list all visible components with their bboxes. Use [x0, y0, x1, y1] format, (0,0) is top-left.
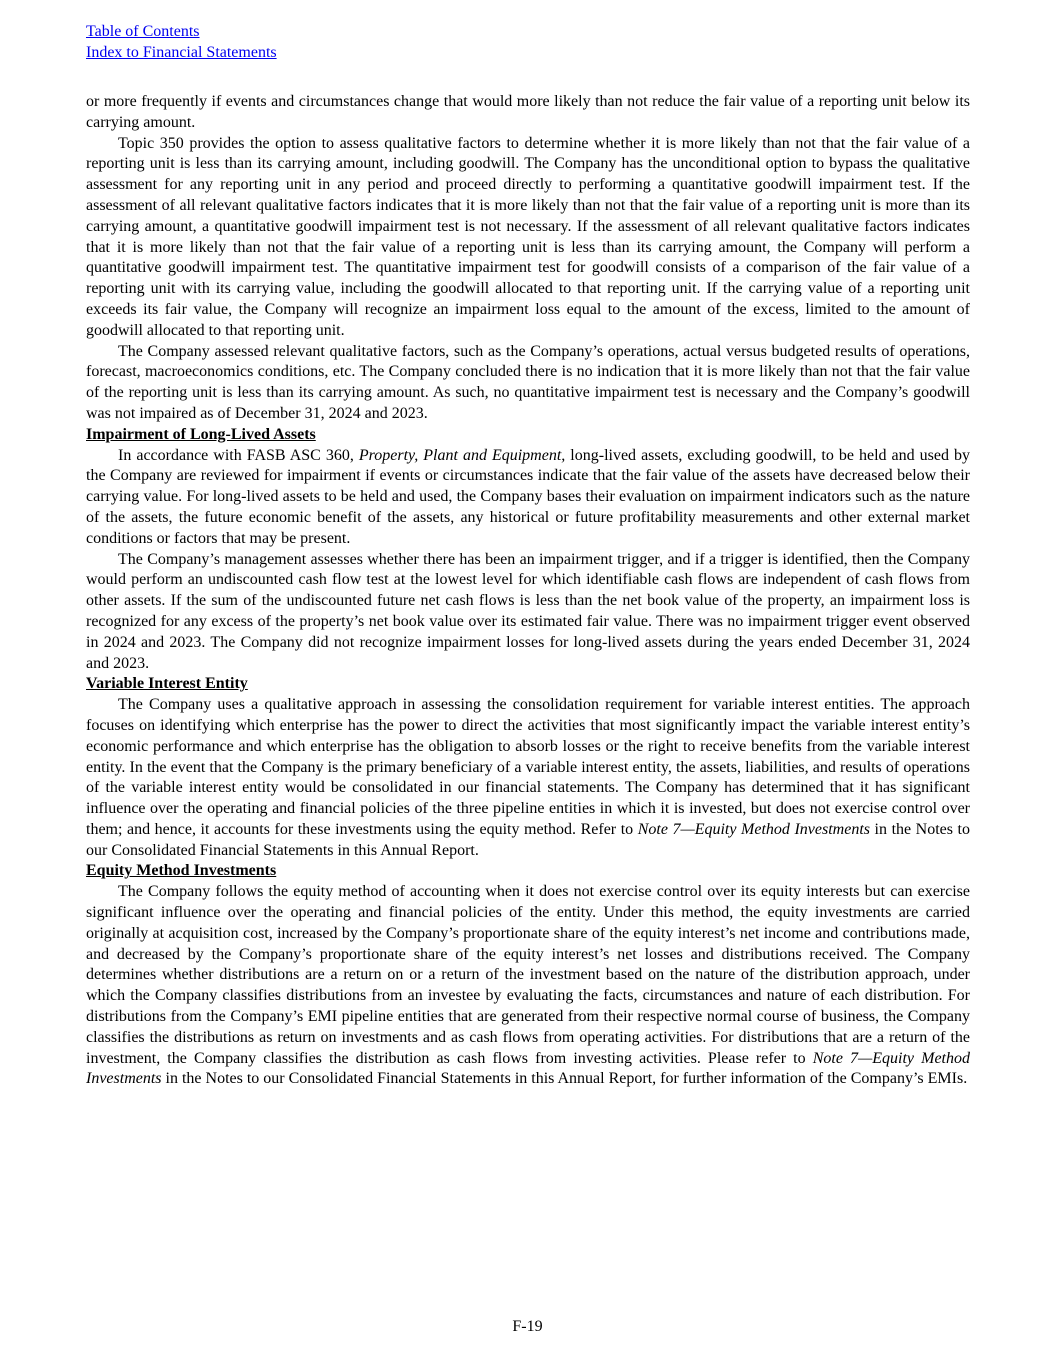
paragraph-equity-method-investments: The Company follows the equity method of accounting when it does not exercise control over its equity interests but can exercise significant influence over the operating and financial policies of the entity. Under this method, the equity investments are carried originally at acquisition cost, increased by the Company’s proportionate share of the equity interest’s net income and contributions made, and decreased by the Company’s proportionate share of the equity interest’s net losses and distributions received. The Company determines whether distributions are a return on or a return of the investment based on the nature of the distribution approach, under which the Company classifies distributions from an investee by evaluating the facts, circumstances and nature of each distribution. For distributions from the Company’s EMI pipeline entities that are generated from their respective normal course of business, the Company classifies the distributions as return on investments and as cash flows from operating activities. For distributions that are a return of the investment, the Company classifies the distribution as cash flows from investing activities. Please refer to Note 7—Equity Method Investments in the Notes to our Consolidated Financial Statements in this Annual Report, for further information of the Company’s EMIs. [86, 883, 970, 1088]
header-links [86, 21, 970, 63]
paragraph-variable-interest-entity: The Company uses a qualitative approach in assessing the consolidation requirement for variable interest entities. The approach focuses on identifying which enterprise has the power to direct the activities that most significantly impact the variable interest entity’s economic performance and which enterprise has the obligation to absorb losses or the right to receive benefits from the variable interest entity. In the event that the Company is the primary beneficiary of a variable interest entity, the assets, liabilities, and results of operations of the variable interest entity would be consolidated in our financial statements. The Company has determined that it has significant influence over the operating and financial policies of the three pipeline entities in which it is invested, but does not exercise control over them; and hence, it accounts for these investments using the equity method. Refer to Note 7—Equity Method Investments in the Notes to our Consolidated Financial Statements in this Annual Report. [86, 696, 971, 859]
document-body [86, 63, 970, 1090]
table-of-contents-link[interactable]: Table of Contents [86, 23, 200, 40]
page-footer [0, 1317, 1055, 1338]
header-link-row [86, 21, 970, 42]
header-link-row [86, 42, 970, 63]
heading-impairment-of-long-lived-assets: Impairment of Long-Lived Assets [86, 425, 316, 443]
heading-variable-interest-entity: Variable Interest Entity [86, 675, 248, 693]
paragraph-qualitative-assessment: The Company assessed relevant qualitative factors, such as the Company’s operations, actual versus budgeted results of operations, forecast, macroeconomics conditions, etc. The Company concluded there is no indication that it is more likely than not that the fair value of the reporting unit is less than its carrying amount. As such, no quantitative impairment test is necessary and the Company’s goodwill was not impaired as of December 31, 2024 and 2023. [86, 342, 970, 422]
paragraph-topic-350: Topic 350 provides the option to assess qualitative factors to determine whether it is more likely than not that the fair value of a reporting unit is less than its carrying amount, including goodwill. The Company has the unconditional option to bypass the qualitative assessment for any reporting unit in any period and proceed directly to performing a quantitative goodwill impairment test. If the assessment of all relevant qualitative factors indicates that it is more likely than not that the fair value of a reporting unit is more than its carrying amount, a quantitative goodwill impairment test is not necessary. If the assessment of all relevant qualitative factors indicates that it is more likely than not that the fair value of a reporting unit is less than its carrying amount, the Company will perform a quantitative goodwill impairment test. The quantitative impairment test for goodwill consists of a comparison of the fair value of a reporting unit with its carrying value, including the goodwill allocated to that reporting unit. If the carrying value of a reporting unit exceeds its fair value, the Company will recognize an impairment loss equal to the amount of the excess, limited to the amount of goodwill allocated to that reporting unit. [86, 134, 970, 339]
heading-equity-method-investments: Equity Method Investments [86, 862, 277, 880]
paragraph-goodwill-continuation: or more frequently if events and circumstances change that would more likely than not reduce the fair value of a reporting unit below its carrying amount. [86, 93, 970, 131]
paragraph-fasb-asc-360: In accordance with FASB ASC 360, Property, Plant and Equipment, long-lived assets, excluding goodwill, to be held and used by the Company are reviewed for impairment if events or circumstances indicate that the fair value of the assets have decreased below their carrying value. For long-lived assets to be held and used, the Company bases their evaluation on impairment indicators such as the nature of the assets, the future economic benefit of the assets, any historical or future profitability measurements and other external market conditions or factors that may be present. [86, 446, 970, 547]
index-to-financial-statements-link[interactable]: Index to Financial Statements [86, 44, 277, 61]
paragraph-impairment-trigger: The Company’s management assesses whether there has been an impairment trigger, and if a trigger is identified, then the Company would perform an undiscounted cash flow test at the lowest level for which identifiable cash flows are independent of cash flows from other assets. If the sum of the undiscounted future net cash flows is less than the net book value of the property, an impairment loss is recognized for any excess of the property’s net book value over its estimated fair value. There was no impairment trigger event observed in 2024 and 2023. The Company did not recognize impairment losses for long-lived assets during the years ended December 31, 2024 and 2023. [86, 550, 970, 672]
page-number: F-19 [512, 1318, 543, 1335]
